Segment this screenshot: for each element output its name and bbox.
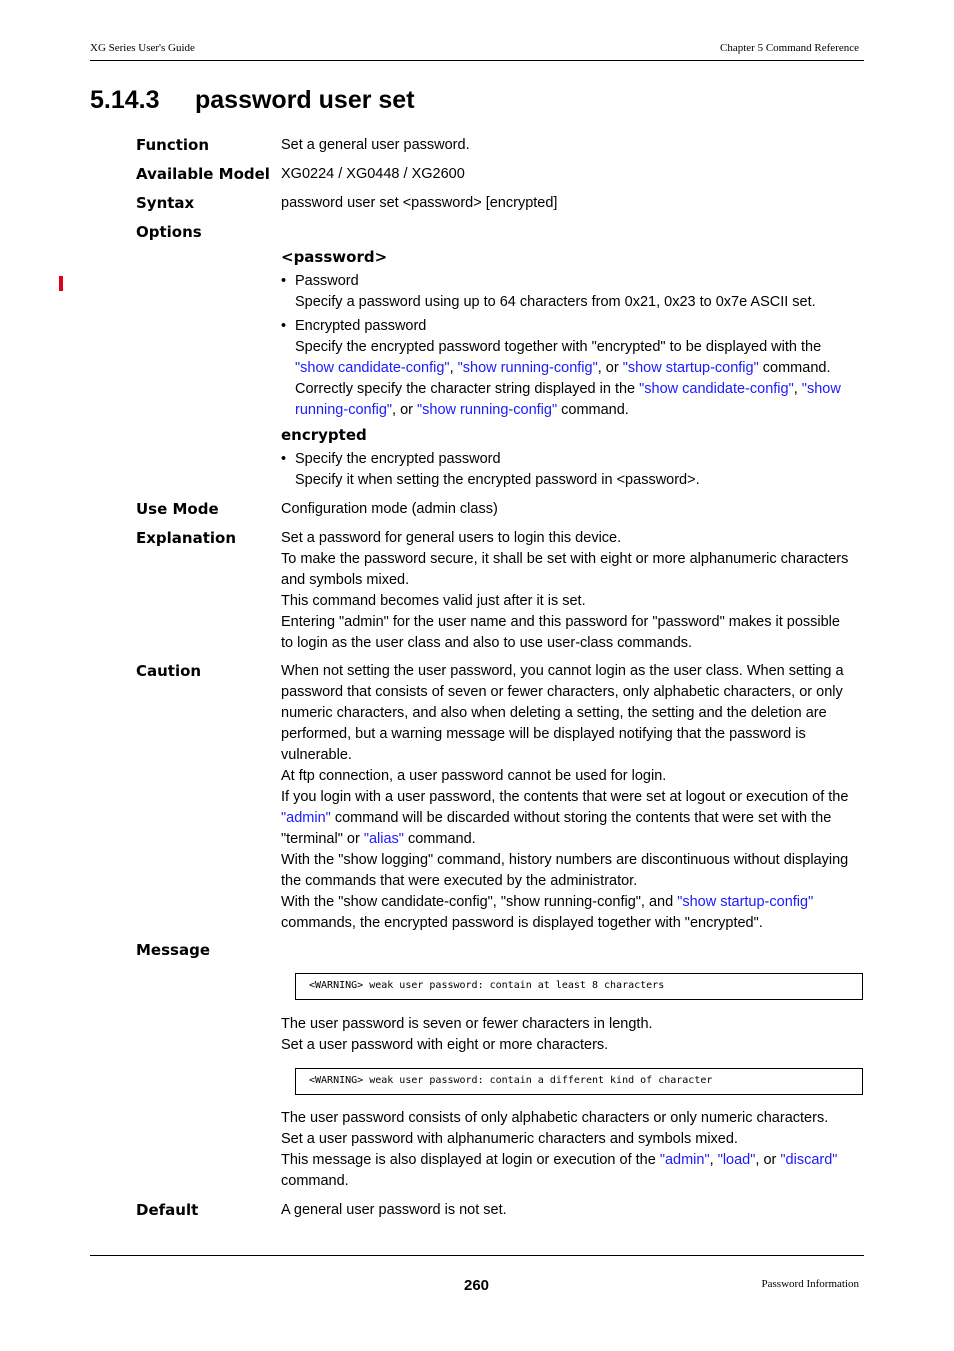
- header-chapter-title: Chapter 5 Command Reference: [720, 42, 859, 54]
- warning-code-box: <WARNING> weak user password: contain at least 8 characters: [295, 973, 863, 1000]
- section-number: 5.14.3: [90, 86, 160, 114]
- header-guide-title: XG Series User's Guide: [90, 42, 195, 54]
- bullet-dot: •: [281, 318, 287, 334]
- separator: ,: [709, 1152, 718, 1168]
- text-line: and symbols mixed.: [281, 572, 410, 588]
- load-link[interactable]: "load": [717, 1152, 756, 1168]
- footer-section-title: Password Information: [761, 1278, 859, 1290]
- syntax-text: password user set <password> [encrypted]: [281, 195, 558, 211]
- syntax-label: Syntax: [136, 194, 195, 212]
- model-text: XG0224 / XG0448 / XG2600: [281, 166, 465, 182]
- password-option-heading: <password>: [281, 248, 388, 266]
- footer-divider: [90, 1255, 864, 1256]
- text-fragment: "terminal" or: [281, 831, 364, 847]
- text-line: To make the password secure, it shall be set with eight or more alphanumeric characters: [281, 551, 849, 567]
- bullet-text-line: [295, 400, 863, 421]
- text-line: If you login with a user password, the contents that were set at logout or execution of the: [281, 789, 849, 805]
- discard-link[interactable]: "discard": [780, 1152, 838, 1168]
- separator: , or: [392, 402, 418, 418]
- text-fragment: command.: [403, 831, 476, 847]
- text-line: Set a user password with eight or more characters.: [281, 1037, 609, 1053]
- text-line: command.: [281, 1173, 349, 1189]
- text-line: [281, 808, 863, 829]
- bullet-title: Password: [295, 273, 359, 289]
- text-line: With the "show logging" command, history numbers are discontinuous without displaying: [281, 852, 849, 868]
- text-fragment: command.: [557, 402, 629, 418]
- show-candidate-config-link[interactable]: "show candidate-config": [639, 381, 794, 397]
- change-bar: [59, 276, 63, 291]
- explanation-text: [281, 528, 863, 654]
- text-fragment: With the "show candidate-config", "show running-config", and: [281, 894, 678, 910]
- message-1-description: [281, 1014, 863, 1056]
- bullet-text-line: [295, 358, 863, 379]
- text-line: the commands that were executed by the administrator.: [281, 873, 638, 889]
- text-fragment: command will be discarded without storing the contents that were set with the: [330, 810, 832, 826]
- section-title: [90, 86, 415, 115]
- text-line: Entering "admin" for the user name and this password for "password" makes it possible: [281, 614, 840, 630]
- bullet-text-line: [295, 379, 863, 400]
- text-line: to login as the user class and also to use user-class commands.: [281, 635, 693, 651]
- separator: ,: [793, 381, 802, 397]
- show-startup-config-link[interactable]: "show startup-config": [622, 360, 759, 376]
- options-label: Options: [136, 223, 202, 241]
- bullet-dot: •: [281, 273, 287, 289]
- show-startup-config-link[interactable]: "show startup-config": [677, 894, 814, 910]
- bullet-title: Encrypted password: [295, 318, 427, 334]
- default-label: Default: [136, 1201, 199, 1219]
- caution-label: Caution: [136, 662, 202, 680]
- bullet-text-line: Specify the encrypted password together with "encrypted" to be displayed with the: [295, 339, 822, 355]
- text-fragment: This message is also displayed at login or execution of the: [281, 1152, 660, 1168]
- text-fragment: command.: [758, 360, 831, 376]
- text-line: numeric characters, and also when deleting a setting, the setting and the deletion are: [281, 705, 827, 721]
- section-name: password user set: [195, 86, 415, 114]
- message-2-description: [281, 1108, 863, 1192]
- show-running-config-link[interactable]: "show running-config": [457, 360, 598, 376]
- show-running-config-link[interactable]: "show: [801, 381, 841, 397]
- explanation-label: Explanation: [136, 529, 237, 547]
- text-line: performed, but a warning message will be displayed notifying that the password is: [281, 726, 806, 742]
- warning-code-box: <WARNING> weak user password: contain a different kind of character: [295, 1068, 863, 1095]
- text-line: [281, 892, 863, 913]
- separator: ,: [449, 360, 458, 376]
- usemode-text: Configuration mode (admin class): [281, 501, 498, 517]
- text-line: password that consists of seven or fewer characters, only alphabetic characters, or only: [281, 684, 843, 700]
- encrypted-bullet: [281, 449, 863, 491]
- bullet-title: Specify the encrypted password: [295, 451, 501, 467]
- text-line: [281, 829, 863, 850]
- alias-link[interactable]: "alias": [363, 831, 404, 847]
- text-line: Set a user password with alphanumeric characters and symbols mixed.: [281, 1131, 738, 1147]
- text-fragment: Correctly specify the character string displayed in the: [295, 381, 640, 397]
- encrypted-option-heading: encrypted: [281, 426, 367, 444]
- text-line: Set a password for general users to login this device.: [281, 530, 622, 546]
- model-label: Available Model: [136, 165, 270, 183]
- message-label: Message: [136, 941, 210, 959]
- separator: , or: [755, 1152, 781, 1168]
- text-line: This command becomes valid just after it is set.: [281, 593, 586, 609]
- function-text: Set a general user password.: [281, 137, 470, 153]
- page-number: 260: [464, 1277, 490, 1294]
- text-line: The user password is seven or fewer characters in length.: [281, 1016, 653, 1032]
- text-line: When not setting the user password, you cannot login as the user class. When setting a: [281, 663, 844, 679]
- admin-link[interactable]: "admin": [659, 1152, 710, 1168]
- encrypted-password-bullet: [281, 316, 863, 421]
- bullet-text: Specify it when setting the encrypted password in <password>.: [295, 472, 700, 488]
- function-label: Function: [136, 136, 210, 154]
- admin-link[interactable]: "admin": [281, 810, 331, 826]
- text-line: At ftp connection, a user password cannot be used for login.: [281, 768, 667, 784]
- show-running-config-link[interactable]: "show running-config": [417, 402, 558, 418]
- text-line: The user password consists of only alphabetic characters or only numeric characters.: [281, 1110, 829, 1126]
- text-line: vulnerable.: [281, 747, 352, 763]
- bullet-dot: •: [281, 451, 287, 467]
- text-line: [281, 1150, 863, 1171]
- default-text: A general user password is not set.: [281, 1202, 507, 1218]
- show-running-config-link[interactable]: running-config": [295, 402, 393, 418]
- caution-text: [281, 661, 863, 934]
- bullet-text: Specify a password using up to 64 characters from 0x21, 0x23 to 0x7e ASCII set.: [295, 294, 816, 310]
- separator: , or: [597, 360, 623, 376]
- usemode-label: Use Mode: [136, 500, 219, 518]
- header-divider: [90, 60, 864, 61]
- show-candidate-config-link[interactable]: "show candidate-config": [295, 360, 450, 376]
- password-bullet: [281, 271, 863, 313]
- text-line: commands, the encrypted password is displayed together with "encrypted".: [281, 915, 763, 931]
